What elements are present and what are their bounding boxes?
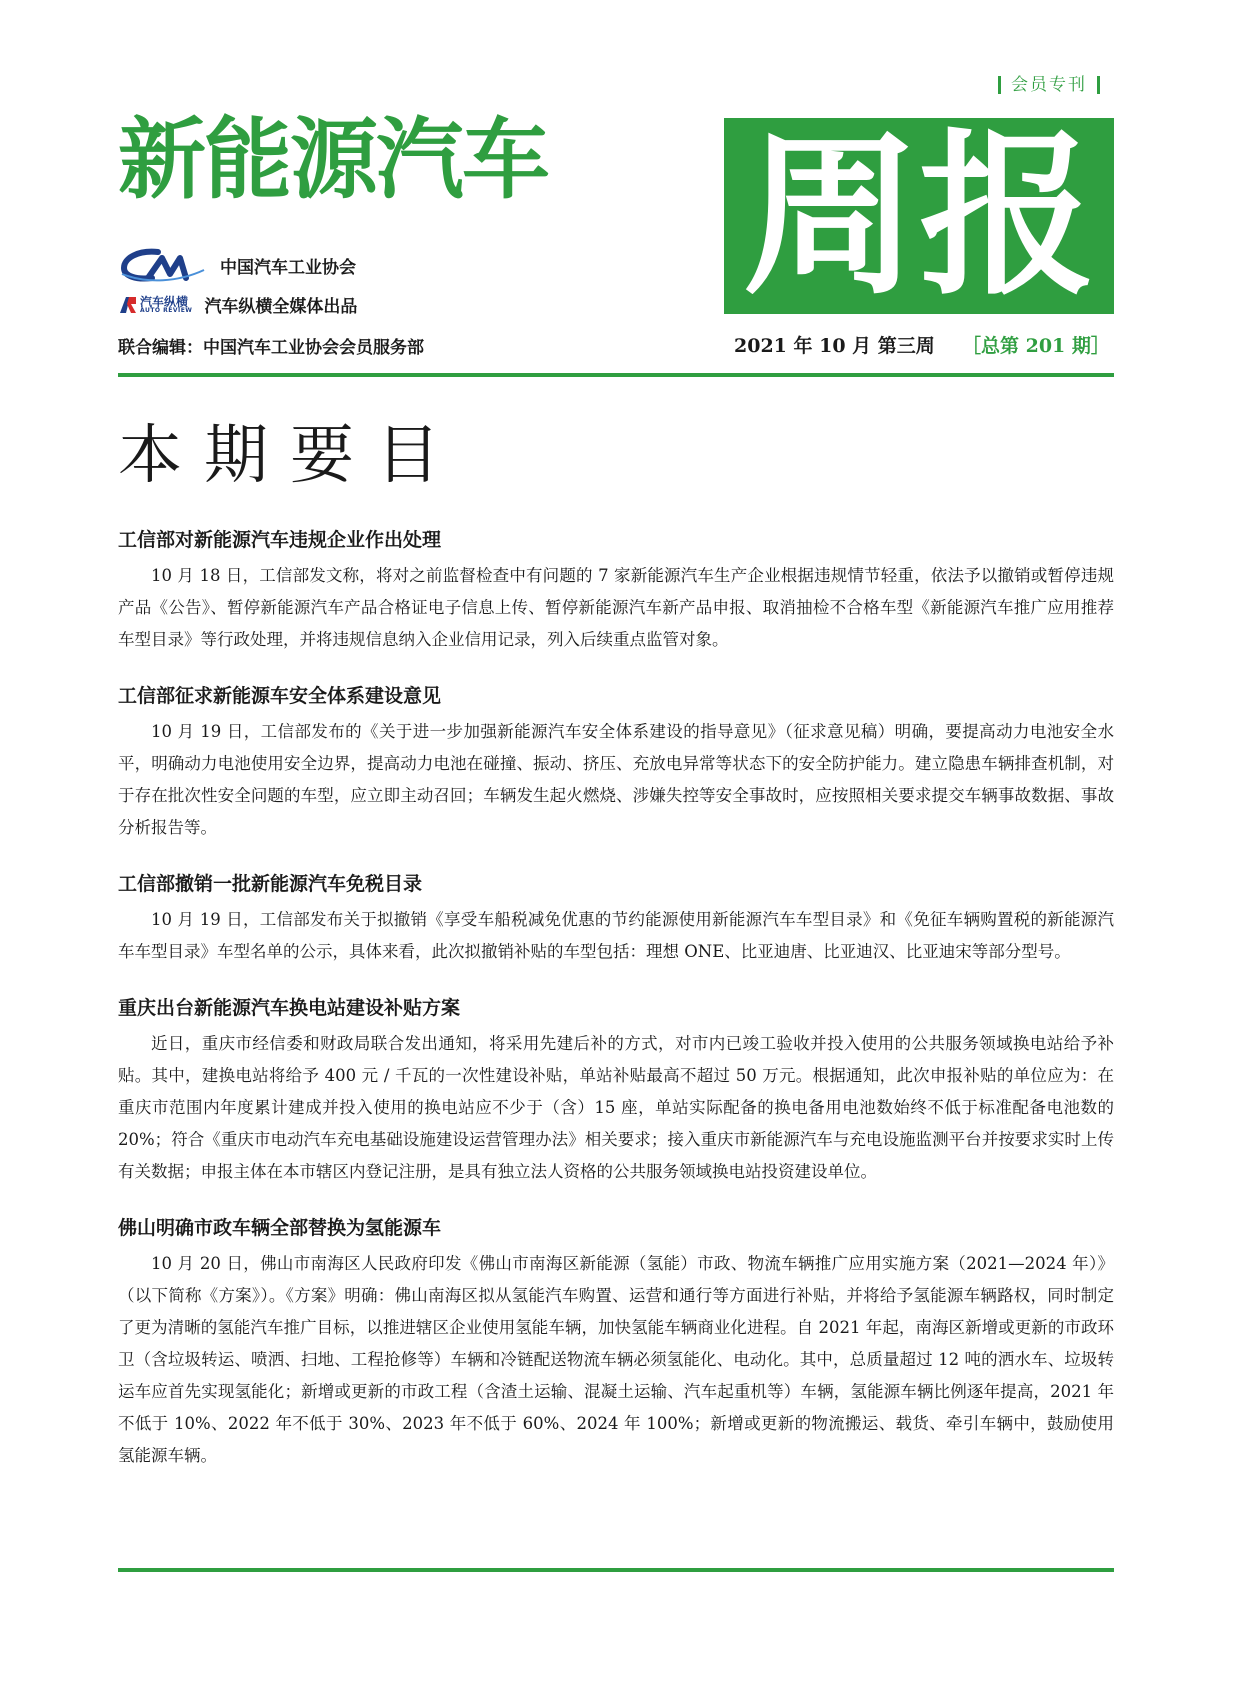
member-tag bbox=[980, 70, 1110, 95]
autoreview-logo-cn: 汽车纵横 bbox=[140, 294, 189, 309]
editor-line: 联合编辑：中国汽车工业协会会员服务部 bbox=[118, 338, 424, 358]
article-item bbox=[118, 992, 1114, 1188]
article-body: 10 月 20 日，佛山市南海区人民政府印发《佛山市南海区新能源（氢能）市政、物流车辆推广应用实施方案（2021—2024 年）》（以下简称《方案》）。《方案》明确：佛山南海区拟从氢能汽车购置、运营和通行等方面进行补贴，并将给予氢能源车辆路权，同时制定了更为清晰的氢能汽车推广目标，以推进辖区企业使用氢能车辆，加快氢能车辆商业化进程。自 2021 年起，南海区新增或更新的市政环卫（含垃圾转运、喷洒、扫地、工程抢修等）车辆和冷链配送物流车辆必须氢能化、电动化。其中，总质量超过 12 吨的洒水车、垃圾转运车应首先实现氢能化；新增或更新的市政工程（含渣土运输、混凝土运输、汽车起重机等）车辆，氢能源车辆比例逐年提高，2021 年不低于 10%、2022 年不低于 30%、2023 年不低于 60%、2024 年 100%；新增或更新的物流搬运、载货、牵引车辆中，鼓励使用氢能源车辆。 bbox=[118, 1254, 1114, 1465]
footer-divider bbox=[118, 1568, 1114, 1572]
article-item bbox=[118, 680, 1114, 844]
article-title: 工信部征求新能源车安全体系建设意见 bbox=[118, 685, 442, 707]
masthead-title: 新能源汽车 bbox=[118, 108, 549, 211]
autoreview-logo-en: AUTO REVIEW bbox=[140, 306, 193, 314]
article-item bbox=[118, 868, 1114, 968]
article-item bbox=[118, 524, 1114, 656]
org-autoreview-label: 汽车纵横全媒体出品 bbox=[204, 297, 358, 317]
tag-bar-right bbox=[1097, 76, 1100, 94]
article-title: 佛山明确市政车辆全部替换为氢能源车 bbox=[118, 1217, 442, 1239]
issue-number: ［总第 201 期］ bbox=[962, 335, 1110, 357]
article-item bbox=[118, 1212, 1114, 1472]
article-body: 近日，重庆市经信委和财政局联合发出通知，将采用先建后补的方式，对市内已竣工验收并投入使用的公共服务领域换电站给予补贴。其中，建换电站将给予 400 元 / 千瓦的一次性建设补贴，单站补贴最高不超过 50 万元。根据通知，此次申报补贴的单位应为：在重庆市范围内年度累计建成并投入使用的换电站应不少于（含）15 座，单站实际配备的换电备用电池数始终不低于标准配备电池数的 20%；符合《重庆市电动汽车充电基础设施建设运营管理办法》相关要求；接入重庆市新能源汽车与充电设施监测平台并按要求实时上传有关数据；申报主体在本市辖区内登记注册，是具有独立法人资格的公共服务领域换电站投资建设单位。 bbox=[118, 1034, 1114, 1181]
article-title: 工信部对新能源汽车违规企业作出处理 bbox=[118, 529, 442, 551]
header-divider bbox=[118, 373, 1114, 377]
issue-date: 2021 年 10 月 第三周 bbox=[734, 335, 935, 357]
article-body: 10 月 19 日，工信部发布关于拟撤销《享受车船税减免优惠的节约能源使用新能源汽车车型目录》和《免征车辆购置税的新能源汽车车型目录》车型名单的公示，具体来看，此次拟撤销补贴的车型包括：理想 ONE、比亚迪唐、比亚迪汉、比亚迪宋等部分型号。 bbox=[118, 910, 1114, 961]
caam-logo-icon bbox=[118, 248, 208, 282]
article-title: 工信部撤销一批新能源汽车免税目录 bbox=[118, 873, 423, 895]
section-heading: 本期要目 bbox=[118, 419, 462, 493]
article-body: 10 月 19 日，工信部发布的《关于进一步加强新能源汽车安全体系建设的指导意见》（征求意见稿）明确，要提高动力电池安全水平，明确动力电池使用安全边界，提高动力电池在碰撞、振动、挤压、充放电异常等状态下的安全防护能力。建立隐患车辆排查机制，对于存在批次性安全问题的车型，应立即主动召回；车辆发生起火燃烧、涉嫌失控等安全事故时，应按照相关要求提交车辆事故数据、事故分析报告等。 bbox=[118, 722, 1114, 837]
autoreview-logo-icon bbox=[118, 295, 138, 315]
article-list bbox=[118, 524, 1114, 1496]
masthead-weekly-box: 周报 bbox=[724, 118, 1114, 314]
article-title: 重庆出台新能源汽车换电站建设补贴方案 bbox=[118, 997, 461, 1019]
autoreview-logo bbox=[118, 295, 192, 315]
member-tag-label: 会员专刊 bbox=[1011, 75, 1087, 95]
org-row-autoreview bbox=[118, 292, 357, 317]
article-body: 10 月 18 日，工信部发文称，将对之前监督检查中有问题的 7 家新能源汽车生产企业根据违规情节轻重，依法予以撤销或暂停违规产品《公告》、暂停新能源汽车产品合格证电子信息上传、暂停新能源汽车新产品申报、取消抽检不合格车型《新能源汽车推广应用推荐车型目录》等行政处理，并将违规信息纳入企业信用记录，列入后续重点监管对象。 bbox=[118, 566, 1114, 649]
org-caam-label: 中国汽车工业协会 bbox=[220, 257, 356, 278]
org-row-caam bbox=[118, 248, 356, 282]
tag-bar-left bbox=[998, 76, 1001, 94]
